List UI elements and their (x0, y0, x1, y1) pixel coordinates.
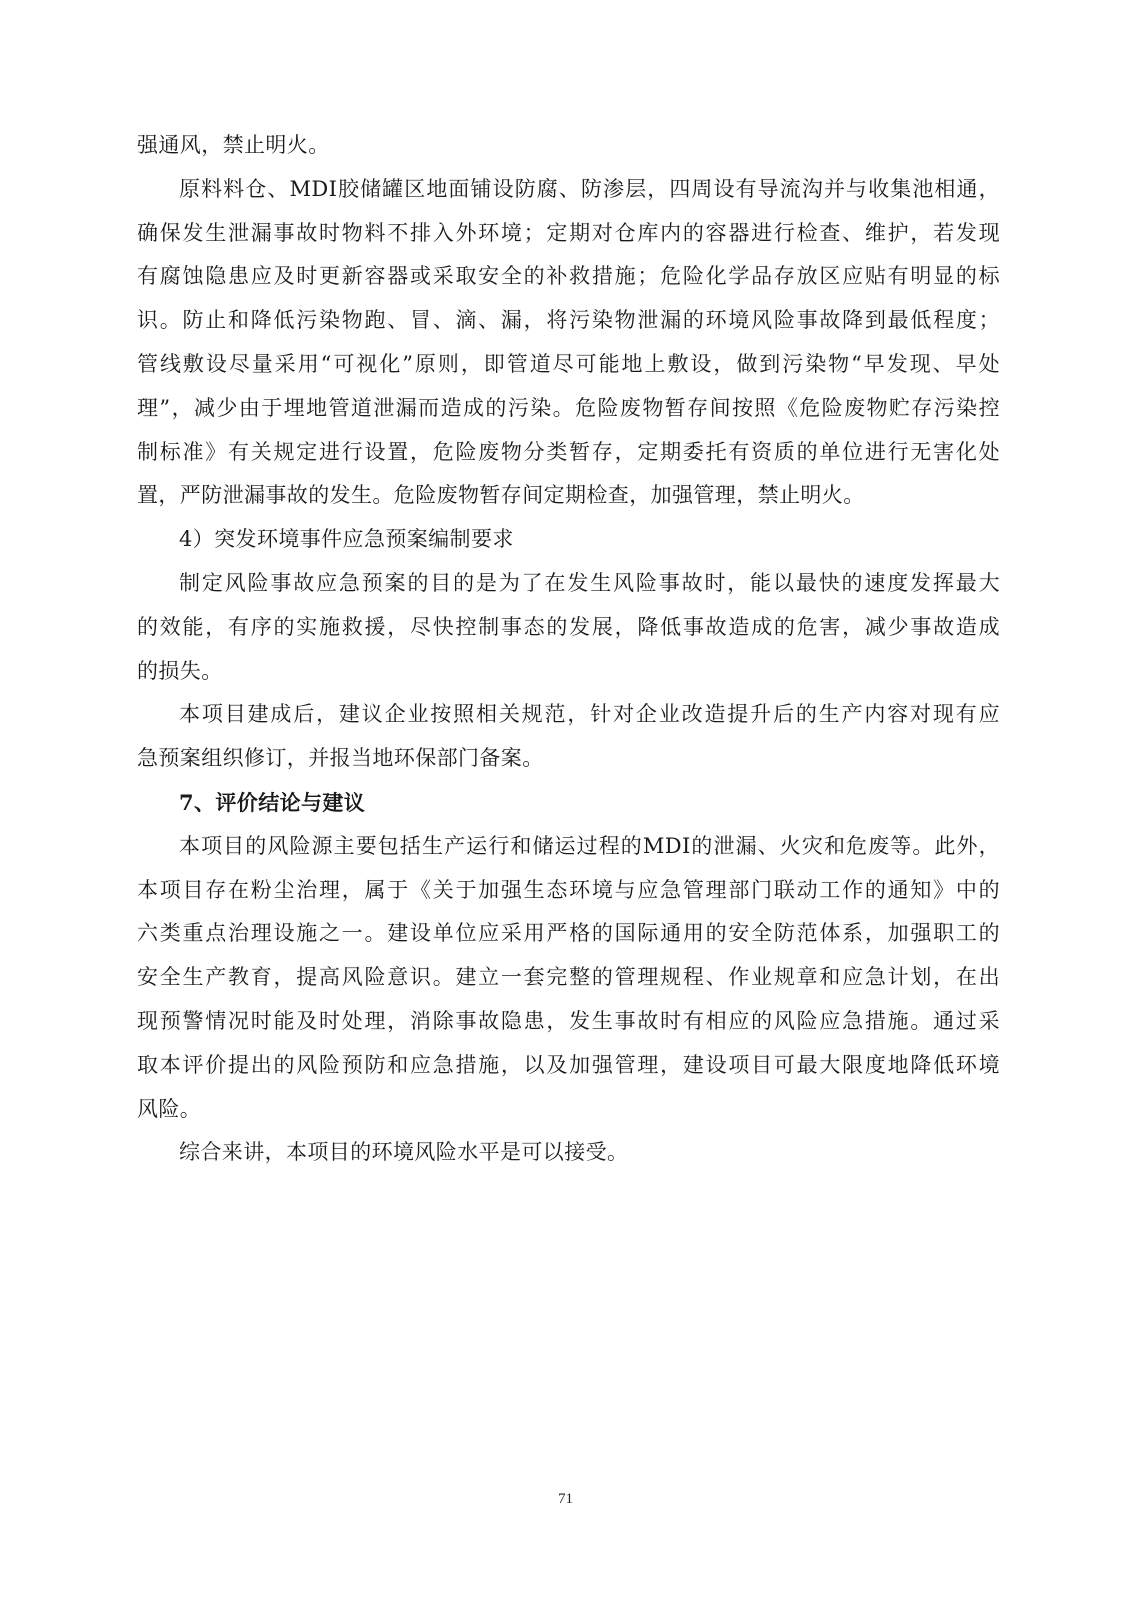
text-line: 管线敷设尽量采用“可视化”原则，即管道尽可能地上敷设，做到污染物“早发现、早处 (137, 351, 1000, 376)
paragraph (137, 124, 1000, 168)
text-line: 六类重点治理设施之一。建设单位应采用严格的国际通用的安全防范体系，加强职工的 (137, 921, 1000, 946)
paragraph (137, 168, 1000, 518)
text-line: 有腐蚀隐患应及时更新容器或采取安全的补救措施；危险化学品存放区应贴有明显的标 (137, 264, 1000, 289)
paragraph (137, 1131, 1000, 1175)
text-line: 本项目建成后，建议企业按照相关规范，针对企业改造提升后的生产内容对现有应 (179, 702, 1000, 727)
text-line: 取本评价提出的风险预防和应急措施，以及加强管理，建设项目可最大限度地降低环境 (137, 1052, 1000, 1077)
text-line: 4）突发环境事件应急预案编制要求 (179, 527, 514, 552)
text-line: 安全生产教育，提高风险意识。建立一套完整的管理规程、作业规章和应急计划，在出 (137, 965, 1000, 990)
text-line: 7、评价结论与建议 (179, 789, 366, 815)
text-line: 急预案组织修订，并报当地环保部门备案。 (137, 746, 544, 771)
text-line: 理”，减少由于埋地管道泄漏而造成的污染。危险废物暂存间按照《危险废物贮存污染控 (137, 395, 1000, 420)
text-line: 识。防止和降低污染物跑、冒、滴、漏，将污染物泄漏的环境风险事故降到最低程度； (137, 308, 1000, 333)
text-line: 确保发生泄漏事故时物料不排入外环境；定期对仓库内的容器进行检查、维护，若发现 (137, 220, 1000, 245)
text-line: 强通风，禁止明火。 (137, 133, 330, 157)
text-line: 综合来讲，本项目的环境风险水平是可以接受。 (179, 1140, 629, 1165)
text-line: 风险。 (137, 1096, 202, 1121)
text-line: 的损失。 (137, 658, 223, 683)
text-line: 制标准》有关规定进行设置，危险废物分类暂存，定期委托有资质的单位进行无害化处 (137, 439, 1000, 464)
text-line: 制定风险事故应急预案的目的是为了在发生风险事故时，能以最快的速度发挥最大 (179, 570, 1000, 595)
subsection-heading (137, 518, 1000, 562)
text-line: 现预警情况时能及时处理，消除事故隐患，发生事故时有相应的风险应急措施。通过采 (137, 1008, 1000, 1033)
section-heading (137, 781, 1000, 825)
text-line: 的效能，有序的实施救援，尽快控制事态的发展，降低事故造成的危害，减少事故造成 (137, 614, 1000, 639)
text-line: 本项目的风险源主要包括生产运行和储运过程的MDI的泄漏、火灾和危废等。此外， (179, 833, 1000, 858)
text-line: 原料料仓、MDI胶储罐区地面铺设防腐、防渗层，四周设有导流沟并与收集池相通， (179, 176, 1000, 201)
paragraph (137, 562, 1000, 693)
page-number: 71 (558, 1491, 573, 1507)
text-line: 本项目存在粉尘治理，属于《关于加强生态环境与应急管理部门联动工作的通知》中的 (137, 877, 1000, 902)
paragraph (137, 825, 1000, 1132)
paragraph (137, 693, 1000, 781)
text-line: 置，严防泄漏事故的发生。危险废物暂存间定期检查，加强管理，禁止明火。 (137, 483, 865, 508)
document-body (137, 124, 1000, 1175)
